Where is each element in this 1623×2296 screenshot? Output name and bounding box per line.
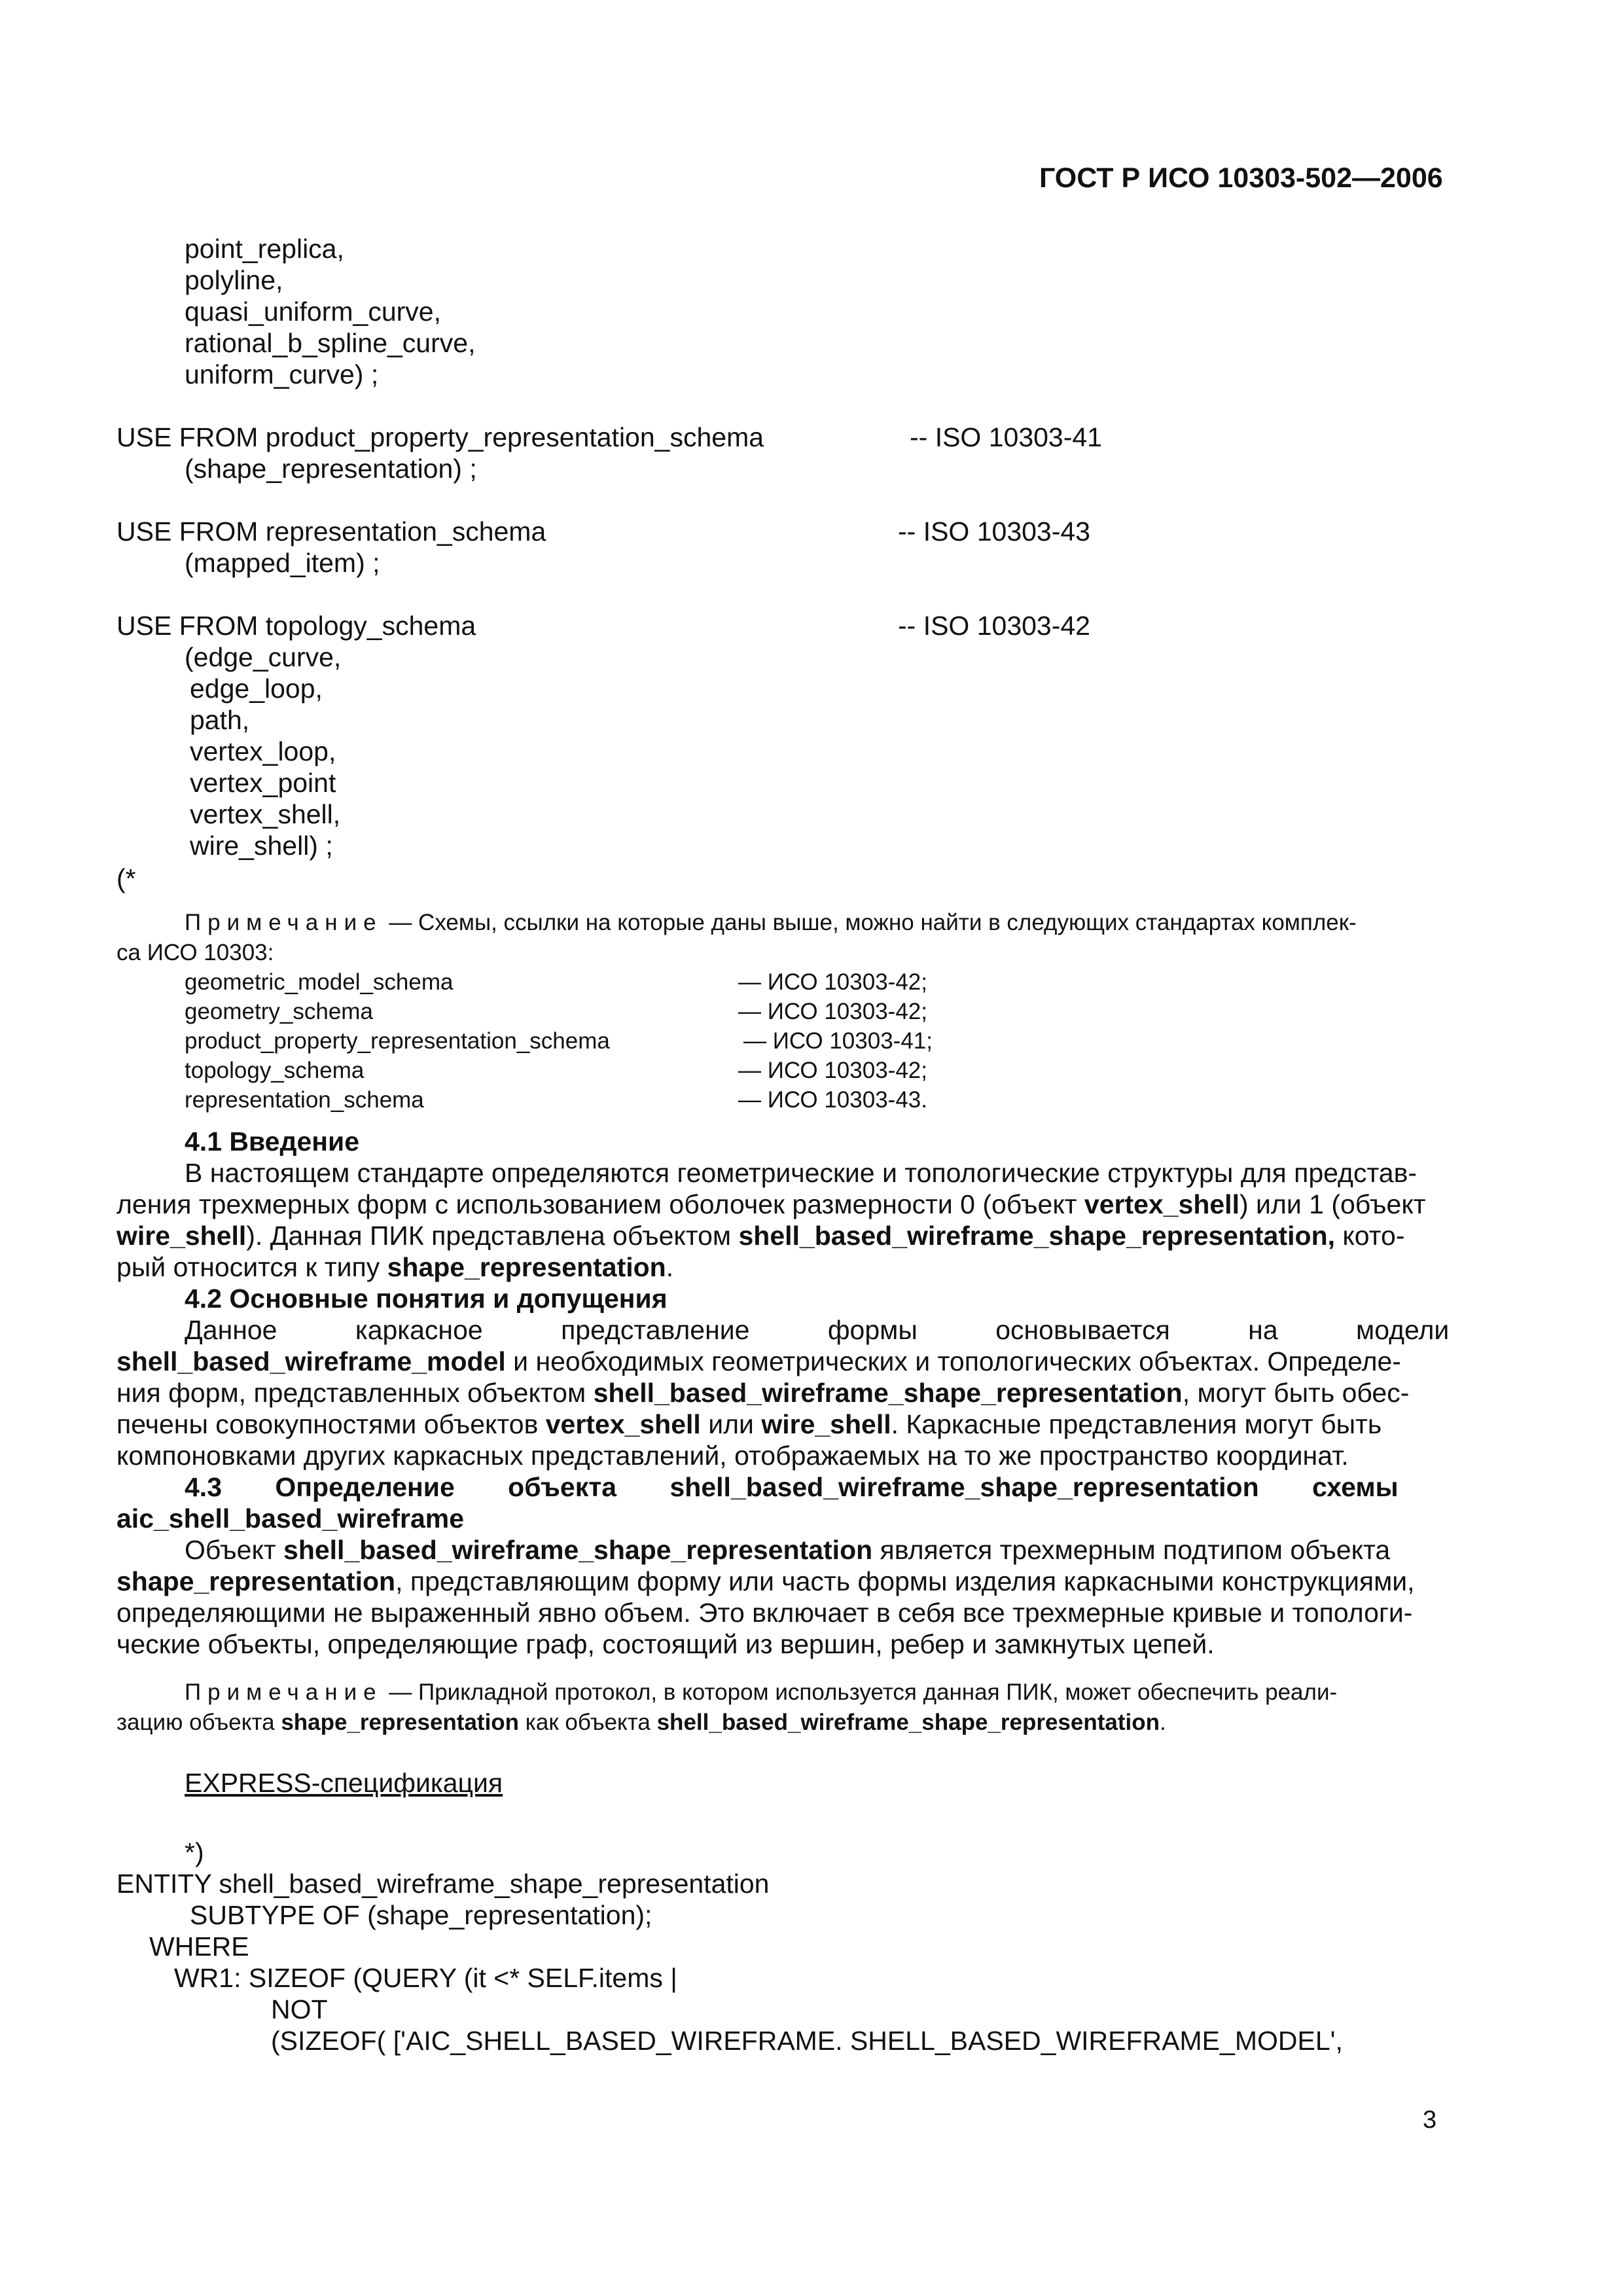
paragraph-line: wire_shell). Данная ПИК представлена объектом shell_based_wireframe_shape_representation, кото-	[116, 1221, 1405, 1251]
table-cell: topology_schema	[185, 1058, 365, 1083]
comment-open: (*	[116, 863, 136, 893]
paragraph-line: компоновками других каркасных представлений, отображаемых на то же пространство координат.	[116, 1441, 1349, 1471]
code-line: WR1: SIZEOF (QUERY (it <* SELF.items |	[174, 1963, 677, 1993]
list-item: point_replica,	[185, 234, 344, 264]
list-item: vertex_loop,	[190, 736, 336, 766]
section-heading: 4.1 Введение	[185, 1126, 360, 1157]
section-heading: 4.3 Определение объекта shell_based_wireframe_shape_representation схемы	[185, 1472, 1399, 1502]
paragraph-line: рый относится к типу shape_representation.	[116, 1252, 674, 1282]
use-statement: USE FROM topology_schema	[116, 611, 476, 641]
express-spec-link[interactable]: EXPRESS-спецификация	[185, 1768, 503, 1798]
table-cell: geometry_schema	[185, 999, 373, 1024]
code-line: SUBTYPE OF (shape_representation);	[190, 1900, 652, 1930]
note-text: — Прикладной протокол, в котором используется данная ПИК, может обеспечить реали-	[382, 1679, 1338, 1705]
table-cell: — ИСО 10303-42;	[738, 1058, 927, 1083]
use-statement: USE FROM representation_schema	[116, 516, 546, 547]
list-item: rational_b_spline_curve,	[185, 328, 476, 358]
list-item: wire_shell) ;	[190, 831, 333, 861]
section-heading: 4.2 Основные понятия и допущения	[185, 1283, 668, 1314]
note-label: Примечание	[185, 1679, 383, 1705]
paragraph-line: ления трехмерных форм с использованием оболочек размерности 0 (объект vertex_shell) или 1 (объект	[116, 1189, 1426, 1219]
iso-reference: -- ISO 10303-42	[898, 611, 1090, 641]
paragraph-line: Объект shell_based_wireframe_shape_representation является трехмерным подтипом объекта	[185, 1535, 1391, 1565]
table-cell: representation_schema	[185, 1087, 424, 1113]
page-number: 3	[1423, 2106, 1437, 2134]
list-item: vertex_point	[190, 768, 336, 798]
use-statement: USE FROM product_property_representation_schema	[116, 422, 764, 452]
table-cell: — ИСО 10303-42;	[738, 999, 927, 1024]
code-line: NOT	[271, 1994, 328, 2024]
list-item: vertex_shell,	[190, 799, 341, 829]
paragraph-line: определяющими не выраженный явно объем. Это включает в себя все трехмерные кривые и топологи-	[116, 1598, 1413, 1628]
table-cell: — ИСО 10303-42;	[738, 969, 927, 995]
table-cell: product_property_representation_schema	[185, 1028, 610, 1054]
code-line: ENTITY shell_based_wireframe_shape_representation	[116, 1869, 770, 1899]
note-label: Примечание	[185, 910, 383, 935]
paragraph-line: Данное каркасное представление формы основывается на модели	[185, 1315, 1450, 1345]
list-item: polyline,	[185, 265, 283, 295]
table-cell: — ИСО 10303-41;	[743, 1028, 933, 1054]
table-cell: geometric_model_schema	[185, 969, 454, 995]
iso-reference: -- ISO 10303-41	[910, 422, 1102, 452]
table-cell: — ИСО 10303-43.	[738, 1087, 927, 1113]
code-line: *)	[185, 1837, 204, 1867]
code-line: WHERE	[149, 1931, 249, 1962]
paragraph-line: ческие объекты, определяющие граф, состоящий из вершин, ребер и замкнутых цепей.	[116, 1629, 1215, 1659]
note-text: — Схемы, ссылки на которые даны выше, можно найти в следующих стандартах комплек-	[382, 910, 1357, 935]
list-item: uniform_curve) ;	[185, 359, 379, 389]
note-text: са ИСО 10303:	[116, 940, 274, 965]
paragraph-line: shell_based_wireframe_model и необходимых геометрических и топологических объектах. Определе-	[116, 1346, 1401, 1376]
paragraph-line: печены совокупностями объектов vertex_shell или wire_shell. Каркасные представления могут быть	[116, 1409, 1382, 1439]
code-line: (SIZEOF( ['AIC_SHELL_BASED_WIREFRAME. SHELL_BASED_WIREFRAME_MODEL',	[271, 2026, 1343, 2056]
paragraph-line: В настоящем стандарте определяются геометрические и топологические структуры для представ-	[185, 1158, 1418, 1188]
note-text: зацию объекта shape_representation как объекта shell_based_wireframe_shape_representation.	[116, 1710, 1166, 1735]
use-items: (shape_representation) ;	[185, 454, 477, 484]
paragraph-line: shape_representation, представляющим форму или часть формы изделия каркасными конструкциями,	[116, 1566, 1415, 1596]
list-item: (edge_curve,	[185, 642, 342, 672]
paragraph-line: ния форм, представленных объектом shell_based_wireframe_shape_representation, могут быть обес-	[116, 1378, 1410, 1408]
section-heading: aic_shell_based_wireframe	[116, 1503, 465, 1534]
use-items: (mapped_item) ;	[185, 548, 380, 578]
list-item: edge_loop,	[190, 673, 323, 704]
document-header: ГОСТ Р ИСО 10303-502—2006	[1039, 162, 1443, 194]
list-item: quasi_uniform_curve,	[185, 296, 441, 327]
iso-reference: -- ISO 10303-43	[898, 516, 1090, 547]
list-item: path,	[190, 705, 250, 735]
